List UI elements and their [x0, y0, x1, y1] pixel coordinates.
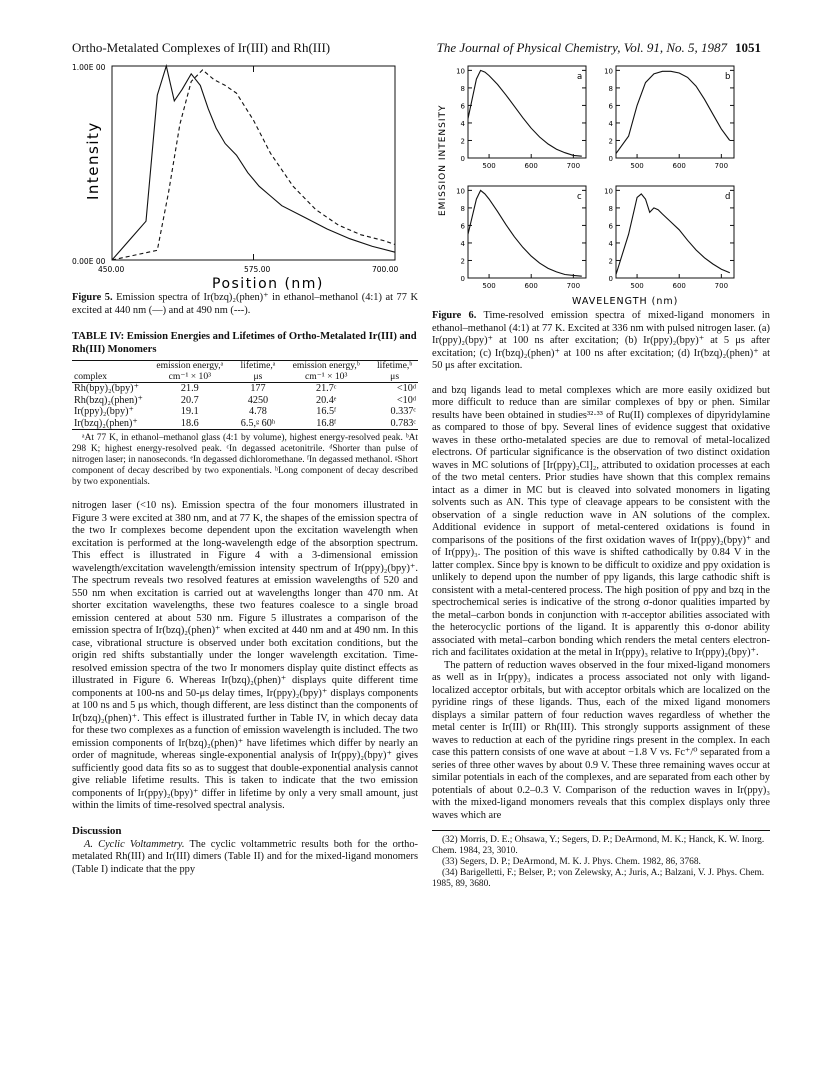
fig6-panels-group	[456, 66, 734, 290]
table-cell: 16.8ᶠ	[281, 418, 371, 430]
fig6-y-tick-label: 6	[460, 102, 465, 111]
fig6-panel-frame-d	[616, 186, 734, 278]
right-body-paragraph-2: The pattern of reduction waves observed in the four mixed-ligand monomers as well as in Ir(ppy)₃ indicates a process associated not only with ligand-localized acceptor orbitals, but with acceptor orbitals which are localized on the pyridine rings of these ligands. Thus, each of the mixed ligand monomers displays a similar pattern of four reduction waves regardless of whether the metal center is Ir(III) or Rh(III). This strongly supports assignment of these waves to reduction at each of the pyridine rings present in the complex. In each case this pattern consists of one wave at about −1.8 V vs. Fc⁺/⁰ separated from a series of three other waves by about 0.9 V. These three remaining waves occur at similar potentials in each of the complexes, and are separated from each other by potentials of about 0.2–0.3 V. Comparison of the reduction waves in Ir(ppy)₃ with the mixed-ligand monomers reveals that this complex displays only three waves which are	[432, 659, 770, 821]
table-cell: Ir(bzq)₂(phen)⁺	[72, 418, 145, 430]
fig5-x-tick-1: 450.00	[98, 265, 125, 274]
fig6-y-axis-label: EMISSION INTENSITY	[438, 104, 448, 216]
table-header-energy-b: emission energy,ᵇ cm⁻¹ × 10³	[281, 361, 371, 383]
fig5-x-tick-3: 700.00	[372, 265, 399, 274]
fig6-x-tick-label: 700	[566, 162, 581, 170]
fig5-series-group	[112, 66, 395, 260]
fig5-y-top-label: 1.00E 00	[72, 63, 106, 72]
fig5-x-tick-2: 575.00	[244, 265, 271, 274]
figure-6-plot	[432, 58, 770, 308]
fig6-x-tick-label: 700	[714, 282, 729, 290]
figure-5-plot	[72, 58, 418, 290]
discussion-text: The cyclic voltammetric results both for the ortho-metalated Rh(III) and Ir(III) dimers (Table II) and for the mixed-ligand monomers (Table I) indicate that the ppy	[72, 838, 418, 875]
table-cell: 21.7ᶜ	[315, 383, 337, 394]
table-cell: 4250	[247, 394, 269, 406]
fig6-y-tick-label: 6	[608, 222, 613, 231]
table-cell: 4.78	[249, 406, 267, 417]
fig6-y-tick-label: 4	[460, 239, 465, 248]
fig6-y-tick-label: 6	[460, 222, 465, 231]
table-header-row	[72, 361, 418, 383]
fig6-panel-frame-b	[616, 66, 734, 158]
fig6-x-tick-label: 500	[482, 162, 496, 170]
fig6-y-tick-label: 10	[604, 187, 613, 196]
table-row	[72, 395, 418, 407]
fig6-y-tick-label: 2	[608, 137, 613, 146]
fig6-y-tick-label: 2	[460, 257, 465, 266]
table-cell: 18.6	[145, 418, 235, 430]
table-cell: Rh(bpy)₂(bpy)⁺	[74, 383, 139, 394]
figure-5-caption-text: Emission spectra of Ir(bzq)₂(phen)⁺ in ethanol–methanol (4:1) at 77 K excited at 440 nm (—) and at 490 nm (---).	[72, 292, 418, 316]
running-header-title: Ortho-Metalated Complexes of Ir(III) and Rh(III)	[72, 40, 331, 55]
fig6-y-tick-label: 2	[460, 137, 465, 146]
figure-6	[432, 58, 770, 308]
fig6-x-tick-label: 700	[714, 162, 729, 170]
table-cell: 6.5,ᵍ 60ʰ	[235, 418, 281, 430]
fig6-panel-letter-b: b	[725, 72, 731, 82]
table-header-lifetime-b: lifetime,ᵇ μs	[371, 361, 418, 383]
table-cell: 20.4ᵉ	[315, 394, 337, 406]
fig6-x-tick-label: 500	[482, 282, 496, 290]
fig6-x-tick-label: 500	[630, 162, 644, 170]
fig6-series-a	[468, 70, 582, 156]
discussion-subheading: A. Cyclic Voltammetry.	[84, 838, 185, 850]
fig6-panel-letter-a: a	[577, 72, 583, 82]
table-header-complex: complex	[72, 361, 145, 383]
fig6-y-tick-label: 8	[460, 204, 465, 213]
fig6-series-b	[616, 71, 730, 153]
fig5-tick-group	[112, 66, 395, 260]
table-4	[72, 360, 418, 430]
discussion-heading: Discussion	[72, 824, 122, 837]
fig6-y-tick-label: 4	[608, 239, 613, 248]
fig6-y-tick-label: 10	[456, 187, 465, 196]
fig5-y-axis-label: Intensity	[84, 121, 102, 200]
page-number: 1051	[735, 40, 761, 55]
table-row	[72, 383, 418, 395]
fig6-x-axis-label: WAVELENGTH (nm)	[572, 296, 679, 307]
table-cell: 20.7	[180, 394, 199, 406]
fig6-y-tick-label: 6	[608, 102, 613, 111]
fig5-series-440nm-solid	[112, 66, 395, 260]
table-header-lifetime-a: lifetime,ᵃ μs	[235, 361, 281, 383]
discussion-paragraph	[72, 839, 418, 877]
fig6-y-tick-label: 10	[604, 67, 613, 76]
table-cell: 177	[250, 383, 266, 394]
table-row	[72, 406, 418, 418]
table-cell: 21.9	[180, 383, 199, 394]
figure-6-caption-label: Figure 6.	[432, 310, 477, 321]
fig5-plot-frame	[112, 66, 395, 260]
fig6-y-tick-label: 0	[460, 155, 465, 163]
table-cell: <10ᵈ	[396, 383, 416, 394]
reference-item: (34) Barigelletti, F.; Belser, P.; von Zelewsky, A.; Juris, A.; Balzani, V. J. Phys. Chem. 1985, 89, 3680.	[432, 868, 765, 889]
fig6-y-tick-label: 0	[460, 275, 465, 283]
table-4-title: TABLE IV: Emission Energies and Lifetimes of Ortho-Metalated Ir(III) and Rh(III) Monomers	[72, 331, 417, 355]
table-cell: 16.5ᶠ	[316, 406, 337, 417]
fig6-y-tick-label: 0	[608, 275, 613, 283]
fig6-panel-frame-c	[468, 186, 586, 278]
fig6-series-c	[468, 190, 582, 276]
fig6-x-tick-label: 600	[524, 282, 538, 290]
fig6-x-tick-label: 700	[566, 282, 581, 290]
left-column	[72, 58, 418, 876]
figure-5-caption	[72, 292, 418, 317]
figure-6-caption	[432, 310, 770, 373]
fig6-x-tick-label: 600	[524, 162, 538, 170]
table-cell: <10ᵈ	[396, 394, 416, 406]
table-cell: Ir(ppy)₂(bpy)⁺	[74, 406, 134, 417]
table-row	[72, 418, 418, 430]
right-body-paragraph-1: and bzq ligands lead to metal complexes which are more easily oxidized but more difficult to reduce than are similar complexes of bpy or phen. Similar results have been obtained in studies³²·³³ of Ru(II) complexes of dipyridylamine as compared to those of bpy. Several lines of evidence suggest that oxidative waves in these ortho-metalated species are due to removal of metal-localized electrons. Of particular significance is the observation of two distinct oxidation waves in MC solutions of [Ir(ppy)₂Cl]₂, attributed to oxidation processes at each of the two metal centers. Prior studies have shown that this complex remains intact as a dimer in MC but is cleaved into solvated monomers in ligating solvents such as AN. This type of cleavage appears to be consistent with the observation of a single reduction wave in AN solutions of the complex. Additional evidence in support of metal-centered oxidations is found in comparisons of the positions of the first oxidation waves of Ir(ppy)₂(bpy)⁺ and of Ir(ppy)₃. The position of this wave is shifted cathodically by 0.84 V in the latter complex. Since bpy is known to be difficult to oxidize and ppy oxidation is unlikely to depend upon the number of ppy ligands, this large cathodic shift is consistent with a metal-centered process. The high position of ppy and bzq in the spectrochemical series is indicative of the strong σ-donor qualities imparted by the metal–carbon bonds in conjunction with π-acceptor abilities associated with the heterocyclic portions of the ligand. It is apparently this σ-donor ability associated with metal–carbon bonding which renders the metal centers electron-rich and facilitates oxidation at the metal in Ir(ppy)₃ relative to Ir(ppy)₂(bpy)⁺.	[432, 384, 770, 658]
fig6-y-tick-label: 0	[608, 155, 613, 163]
running-header-journal	[437, 40, 761, 56]
table-cell: Rh(bzq)₂(phen)⁺	[74, 394, 143, 406]
fig6-y-tick-label: 2	[608, 257, 613, 266]
reference-item: (33) Segers, D. P.; DeArmond, M. K. J. Phys. Chem. 1982, 86, 3768.	[442, 857, 701, 867]
fig6-y-tick-label: 4	[460, 119, 465, 128]
figure-5	[72, 58, 418, 290]
figure-6-caption-text: Time-resolved emission spectra of mixed-ligand monomers in ethanol–methanol (4:1) at 77 K. Excited at 336 nm with pulsed nitrogen laser. (a) Ir(ppy)₂(bpy)⁺ at 100 ns after excitation; (b) Ir(ppy)₂(bpy)⁺ at 5 μs after excitation; (c) Ir(bzq)₂(phen)⁺ at 100 ns after excitation; (d) Ir(bzq)₂(phen)⁺ at 50 μs after excitation.	[432, 310, 770, 371]
fig6-panel-frame-a	[468, 66, 586, 158]
fig6-y-tick-label: 8	[460, 84, 465, 93]
fig5-series-490nm-dashed	[112, 70, 395, 260]
fig5-x-axis-label: Position (nm)	[212, 276, 324, 290]
fig6-panel-letter-c: c	[577, 192, 582, 202]
table-cell: 0.783ᶜ	[371, 418, 418, 430]
fig6-y-tick-label: 4	[608, 119, 613, 128]
fig6-panel-letter-d: d	[725, 192, 731, 202]
table-4-footnote: ᵃAt 77 K, in ethanol–methanol glass (4:1 by volume), highest energy-resolved peak. ᵇAt 298 K; highest energy-resolved peak. ᶜIn degassed acetonitrile. ᵈShorter than pulse of nitrogen laser; in nanoseconds. ᵉIn degassed dichloromethane. ᶠIn degassed methanol. ᵍShort component of decay described by two exponentials. ʰLong component of decay described by two exponentials.	[72, 433, 418, 487]
table-header-energy-a: emission energy,ᵃ cm⁻¹ × 10³	[145, 361, 235, 383]
fig5-y-bottom-label: 0.00E 00	[72, 257, 106, 266]
fig6-x-tick-label: 500	[630, 282, 644, 290]
right-column	[432, 58, 770, 890]
fig6-x-tick-label: 600	[672, 162, 686, 170]
fig6-y-tick-label: 8	[608, 204, 613, 213]
left-body-paragraph: nitrogen laser (<10 ns). Emission spectra of the four monomers illustrated in Figure 3 were excited at 380 nm, and at 77 K, the shapes of the emission spectra of the two Ir complexes become dependent upon the excitation wavelength when excitation is performed at the long-wavelength edge of the absorption spectrum. This effect is illustrated in Figure 4 with a 3-dimensional emission wavelength/excitation wavelength/emission intensity spectrum of Ir(ppy)₂(bpy)⁺. The spectrum reveals two resolved features at emission wavelengths of 520 and 550 nm when excitation is carried out at wavelengths longer than 470 nm. At shorter excitation wavelengths, these two features coalesce to a single broad emission centered at about 530 nm. Figure 5 illustrates a comparison of the emission spectra of Ir(bzq)₂(phen)⁺ when excited at 440 nm and at 490 nm. In this case, vibrational structure is observed under both excitation conditions, but the origin red shifts substantially under the longer wavelength excitation. Time-resolved emission spectra of the two Ir monomers display quite distinct effects as illustrated in Figure 6. Whereas Ir(bzq)₂(phen)⁺ displays quite different time components at 100-ns and 50-μs delay times, Ir(ppy)₂(bpy)⁺ displays components at 100 ns and 5 μs which, though different, are less distinct than the components of Ir(bzq)₂(phen)⁺. This effect is illustrated further in Table IV, in which decay data for these two complexes as a function of emission wavelength is included. The two emission components of Ir(bzq)₂(phen)⁺ have lifetimes which differ by nearly an order of magnitude, whereas single-exponential analysis of Ir(ppy)₂(bpy)⁺ gives sufficiently good data fits so as to suggest that double-exponential analysis cannot give reliable lifetime results. This is taken to indicate that the two emission components of Ir(ppy)₂(bpy)⁺ differ in lifetime by only a very small amount, just within the limits of time-resolved spectral analysis.	[72, 500, 418, 811]
table-cell: 0.337ᶜ	[390, 406, 416, 417]
table-cell: 19.1	[180, 406, 199, 417]
figure-5-caption-label: Figure 5.	[72, 292, 113, 303]
reference-item: (32) Morris, D. E.; Ohsawa, Y.; Segers, D. P.; DeArmond, M. K.; Hanck, K. W. Inorg. Chem. 1984, 23, 3010.	[432, 835, 765, 856]
fig6-x-tick-label: 600	[672, 282, 686, 290]
references	[432, 830, 770, 890]
fig6-y-tick-label: 8	[608, 84, 613, 93]
fig6-y-tick-label: 10	[456, 67, 465, 76]
journal-citation: The Journal of Physical Chemistry, Vol. 91, No. 5, 1987	[436, 40, 727, 55]
fig6-series-d	[616, 194, 730, 275]
